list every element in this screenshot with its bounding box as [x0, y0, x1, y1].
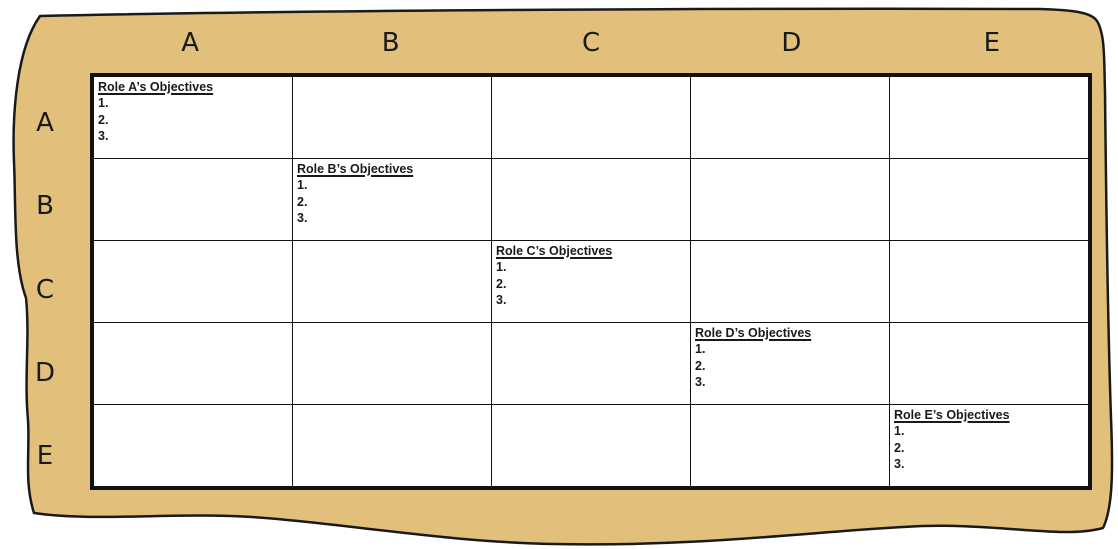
row-header-c: C: [35, 274, 55, 305]
matrix-cell-cc: [492, 241, 690, 322]
matrix-cell-ed: [691, 405, 889, 486]
cell-title: Role A’s Objectives: [98, 80, 214, 94]
matrix-table: [90, 73, 1092, 490]
matrix-cell-aa: [94, 77, 292, 158]
cell-item: 3.: [297, 211, 308, 225]
matrix-cell-ad: [691, 77, 889, 158]
matrix-cell-bc: [492, 159, 690, 240]
column-header-b: B: [381, 28, 400, 58]
matrix-cell-ac: [492, 77, 690, 158]
cell-item: 1.: [496, 260, 507, 274]
matrix-cell-dc: [492, 323, 690, 404]
cell-item: 3.: [98, 129, 109, 143]
matrix-cell-db: [293, 323, 491, 404]
matrix-cell-ca: [94, 241, 292, 322]
cell-title: Role E’s Objectives: [894, 408, 1010, 422]
row-header-a: A: [36, 107, 54, 138]
cell-item: 1.: [894, 424, 905, 438]
matrix-cell-ec: [492, 405, 690, 486]
cell-item: 2.: [297, 194, 308, 209]
cell-title: Role D’s Objectives: [695, 326, 812, 340]
column-header-d: D: [781, 28, 802, 58]
row-header-d: D: [34, 357, 56, 388]
cell-item: 2.: [894, 440, 905, 455]
cell-item: 3.: [496, 293, 507, 307]
matrix-cell-bb: [293, 159, 491, 240]
matrix-cell-eb: [293, 405, 491, 486]
cell-title: Role C’s Objectives: [496, 244, 613, 258]
column-headers: [90, 18, 1092, 68]
matrix-cell-bd: [691, 159, 889, 240]
row-headers: [8, 73, 82, 490]
cell-title: Role B’s Objectives: [297, 162, 414, 176]
cell-item: 3.: [695, 375, 706, 389]
matrix-cell-cd: [691, 241, 889, 322]
cell-item: 1.: [98, 96, 109, 110]
matrix-cell-ab: [293, 77, 491, 158]
row-header-b: B: [36, 191, 54, 222]
column-header-e: E: [983, 28, 1001, 58]
cell-item: 1.: [695, 342, 706, 356]
cell-item: 2.: [496, 276, 507, 291]
cell-item: 2.: [98, 112, 109, 127]
matrix-cell-ee: [890, 405, 1088, 486]
cell-item: 1.: [297, 178, 308, 192]
matrix-cell-de: [890, 323, 1088, 404]
matrix-cell-ea: [94, 405, 292, 486]
cell-item: 3.: [894, 457, 905, 471]
matrix-cell-ce: [890, 241, 1088, 322]
column-header-a: A: [181, 28, 200, 58]
matrix-cell-ba: [94, 159, 292, 240]
row-header-e: E: [36, 441, 54, 472]
matrix-cell-ae: [890, 77, 1088, 158]
cell-item: 2.: [695, 358, 706, 373]
matrix-cell-dd: [691, 323, 889, 404]
matrix-cell-cb: [293, 241, 491, 322]
matrix-cell-da: [94, 323, 292, 404]
matrix-cell-be: [890, 159, 1088, 240]
column-header-c: C: [581, 28, 601, 58]
